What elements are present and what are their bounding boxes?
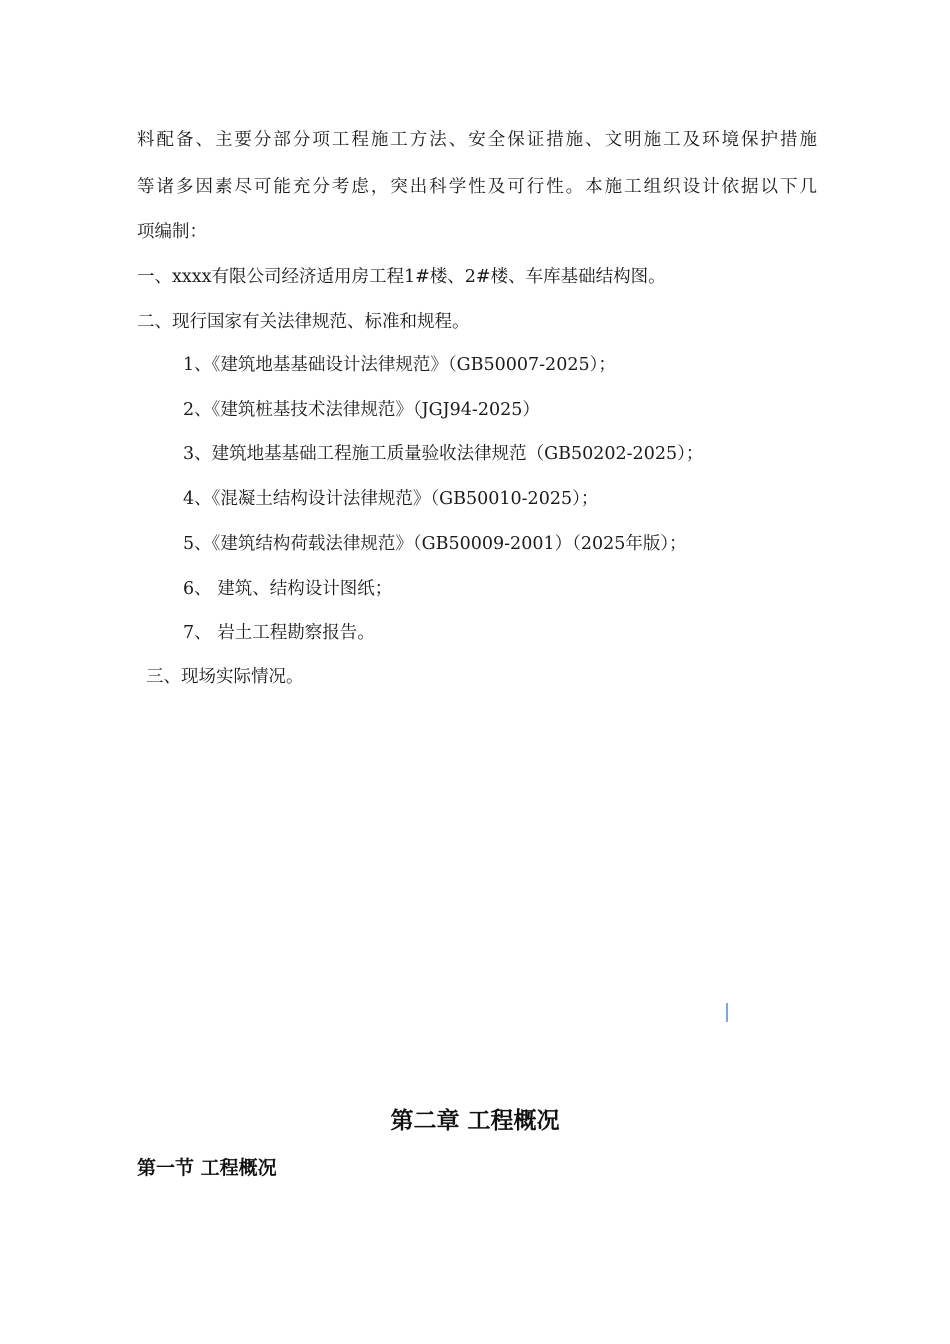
- basis-item-three: 三、现场实际情况。: [146, 667, 304, 687]
- intro-line-2: 等诸多因素尽可能充分考虑，突出科学性及可行性。本施工组织设计依据以下几: [137, 177, 817, 197]
- standard-item-3: 3、建筑地基基础工程施工质量验收法律规范（GB50202-2025）；: [183, 444, 704, 464]
- standard-item-4: 4、《混凝土结构设计法律规范》（GB50010-2025）；: [183, 489, 599, 509]
- standard-item-5: 5、《建筑结构荷载法律规范》（GB50009-2001）（2025年版）；: [183, 534, 687, 554]
- chapter-title: 第二章 工程概况: [390, 1108, 560, 1134]
- standard-item-6: 6、 建筑、结构设计图纸；: [183, 579, 393, 599]
- standard-item-7: 7、 岩土工程勘察报告。: [183, 623, 375, 643]
- basis-item-one: 一、xxxx有限公司经济适用房工程1#楼、2#楼、车库基础结构图。: [137, 267, 666, 287]
- standard-item-1: 1、《建筑地基基础设计法律规范》（GB50007-2025）；: [183, 355, 616, 375]
- standard-item-2: 2、《建筑桩基技术法律规范》（JGJ94-2025）: [183, 400, 540, 420]
- intro-line-3: 项编制：: [137, 222, 207, 242]
- section-title: 第一节 工程概况: [137, 1157, 277, 1179]
- basis-item-two: 二、现行国家有关法律规范、标准和规程。: [137, 312, 470, 332]
- text-cursor-mark: [726, 1003, 728, 1022]
- intro-line-1: 料配备、主要分部分项工程施工方法、安全保证措施、文明施工及环境保护措施: [137, 130, 817, 150]
